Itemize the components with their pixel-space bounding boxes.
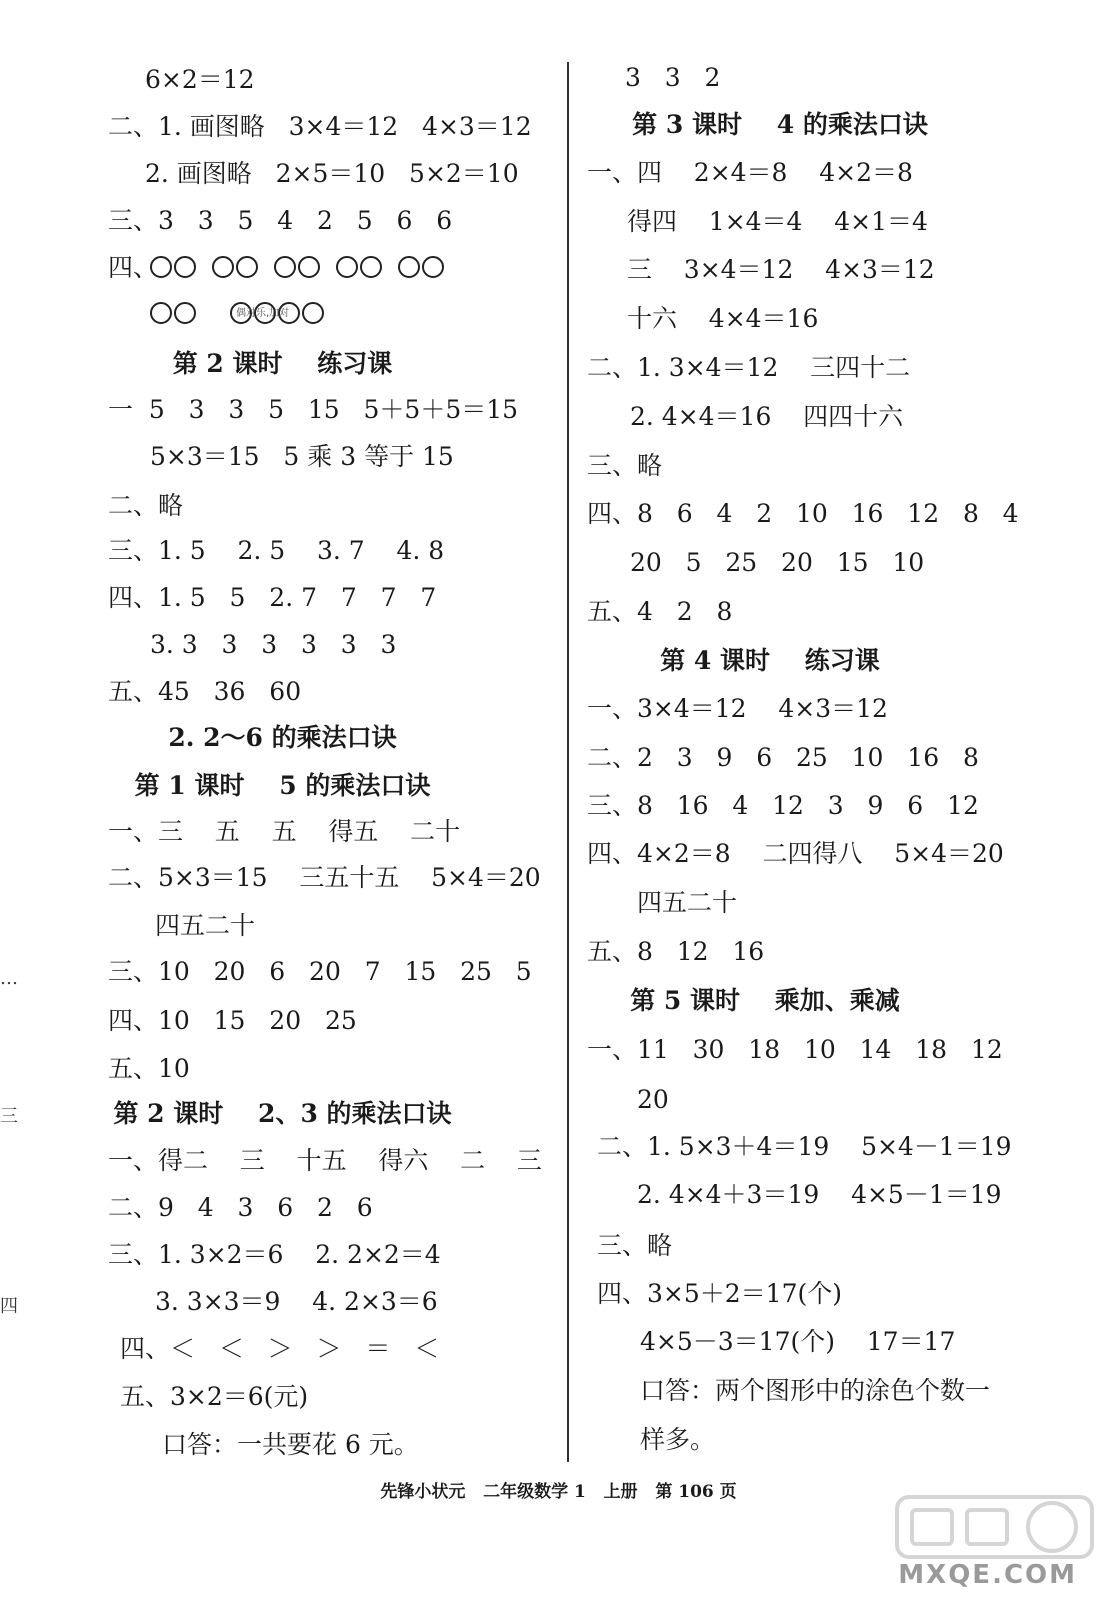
edge-mark: …	[0, 968, 18, 989]
circle-shape	[212, 256, 234, 278]
answer-line: 四、3×5＋2＝17(个)	[597, 1279, 842, 1308]
circle-shape	[398, 256, 420, 278]
circle-shape	[298, 256, 320, 278]
answer-line: 口答：一共要花 6 元。	[162, 1430, 419, 1459]
answer-line: 得四 1×4＝4 4×1＝4	[627, 207, 928, 236]
answer-line: 口答：两个图形中的涂色个数一	[640, 1376, 991, 1405]
circle-shape	[174, 256, 196, 278]
answer-line: 一 5 3 3 5 15 5＋5＋5＝15	[108, 395, 519, 424]
answer-line: 5×3＝15 5 乘 3 等于 15	[150, 442, 454, 471]
answer-line: 一、三 五 五 得五 二十	[108, 817, 461, 846]
circle-shape	[174, 302, 196, 324]
answer-line: 二、2 3 9 6 25 10 16 8	[587, 743, 979, 772]
answer-line: 20 5 25 20 15 10	[630, 548, 925, 577]
answer-line: 样多。	[640, 1425, 716, 1454]
answer-line: 二、1. 5×3＋4＝19 5×4－1＝19	[597, 1132, 1012, 1161]
answer-line: 四、1. 5 5 2. 7 7 7 7	[108, 583, 437, 612]
circle-shape	[302, 302, 324, 324]
answer-line: 三、略	[587, 451, 663, 480]
answer-line: 一、11 30 18 10 14 18 12	[587, 1035, 1003, 1064]
lesson-heading: 第 3 课时 4 的乘法口诀	[632, 110, 928, 139]
handwritten-scribble: 偶对乐,加对	[236, 308, 290, 319]
edge-mark: 三	[0, 1106, 18, 1127]
answer-line: 五、10	[108, 1054, 190, 1083]
answer-line: 三、10 20 6 20 7 15 25 5	[108, 957, 532, 986]
circle-shape	[236, 256, 258, 278]
answer-line: 五、3×2＝6(元)	[120, 1382, 309, 1411]
answer-line: 二、1. 3×4＝12 三四十二	[587, 353, 911, 382]
answer-line: 四、4×2＝8 二四得八 5×4＝20	[587, 839, 1004, 868]
circle-shape	[150, 256, 172, 278]
section-heading: 2. 2～6 的乘法口诀	[168, 723, 397, 752]
answer-line: 三、8 16 4 12 3 9 6 12	[587, 791, 979, 820]
lesson-heading: 第 2 课时 2、3 的乘法口诀	[113, 1099, 452, 1128]
circle-shape	[360, 256, 382, 278]
answer-line: 三 3×4＝12 4×3＝12	[627, 255, 935, 284]
answer-line: 四五二十	[637, 888, 738, 917]
answer-line: 四、8 6 4 2 10 16 12 8 4	[587, 499, 1019, 528]
answer-line: 3 3 2	[625, 63, 721, 92]
circle-row-1	[150, 256, 444, 278]
answer-line: 四五二十	[155, 911, 256, 940]
lesson-heading: 第 2 课时 练习课	[172, 349, 393, 378]
lesson-heading: 第 1 课时 5 的乘法口诀	[134, 771, 431, 800]
answer-line: 三、3 3 5 4 2 5 6 6	[108, 206, 453, 235]
answer-line: 十六 4×4＝16	[627, 304, 819, 333]
answer-line: 2. 4×4＋3＝19 4×5－1＝19	[637, 1180, 1002, 1209]
circle-shape	[336, 256, 358, 278]
answer-line: 2. 4×4＝16 四四十六	[630, 402, 904, 431]
answer-line: 四、	[108, 253, 159, 282]
answer-line: 一、得二 三 十五 得六 二 三	[108, 1146, 542, 1175]
circle-shape	[150, 302, 172, 324]
circle-shape	[274, 256, 296, 278]
answer-line: 二、5×3＝15 三五十五 5×4＝20	[108, 863, 541, 892]
answer-line: 三、1. 3×2＝6 2. 2×2＝4	[108, 1240, 441, 1269]
column-divider	[567, 62, 569, 1462]
lesson-heading: 第 5 课时 乘加、乘减	[630, 986, 900, 1015]
circle-shape	[422, 256, 444, 278]
answer-line: 3. 3×3＝9 4. 2×3＝6	[155, 1287, 438, 1316]
answer-line: 五、4 2 8	[587, 597, 733, 626]
answer-line: 一、3×4＝12 4×3＝12	[587, 694, 888, 723]
answer-line: 四、10 15 20 25	[108, 1006, 357, 1035]
lesson-heading: 第 4 课时 练习课	[660, 646, 880, 675]
answer-line: 三、1. 5 2. 5 3. 7 4. 8	[108, 536, 445, 565]
page-footer: 先锋小状元 二年级数学 1 上册 第 106 页	[380, 1482, 737, 1502]
answer-line: 五、45 36 60	[108, 677, 302, 706]
answer-line: 3. 3 3 3 3 3 3	[150, 630, 397, 659]
answer-line: 二、略	[108, 491, 184, 520]
answer-line: 一、四 2×4＝8 4×2＝8	[587, 158, 913, 187]
answer-line: 4×5－3＝17(个) 17＝17	[640, 1327, 956, 1356]
answer-line: 二、1. 画图略 3×4＝12 4×3＝12	[108, 112, 532, 141]
answer-line: 三、略	[597, 1231, 673, 1260]
answer-line: 四、＜ ＜ ＞ ＞ ＝ ＜	[120, 1334, 440, 1363]
answer-line: 20	[637, 1085, 669, 1114]
watermark-text: MXQE.COM	[898, 1560, 1077, 1590]
answer-line: 6×2＝12	[145, 65, 255, 94]
answer-line: 二、9 4 3 6 2 6	[108, 1193, 373, 1222]
edge-mark: 四	[0, 1296, 18, 1317]
answer-line: 五、8 12 16	[587, 937, 765, 966]
answer-line: 2. 画图略 2×5＝10 5×2＝10	[145, 159, 519, 188]
